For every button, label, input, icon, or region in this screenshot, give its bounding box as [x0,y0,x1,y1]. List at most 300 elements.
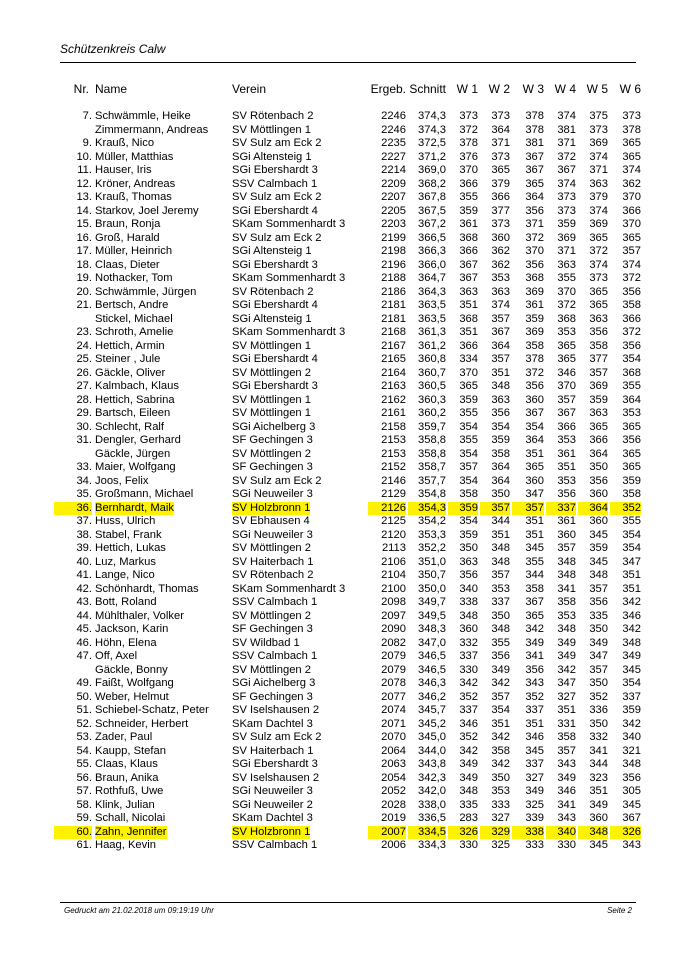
series-6: 355 [622,380,641,392]
result-total: 2098 [381,596,406,608]
series-3: 365 [525,461,544,473]
club-name: SF Gechingen 3 [232,623,313,635]
series-4: 357 [557,542,576,554]
result-average: 367,5 [418,204,446,217]
series-5: 350 [589,717,608,730]
row-rank: 53. [76,731,92,743]
series-1: 342 [459,677,478,689]
result-average: 346,2 [418,690,446,703]
result-total: 2188 [381,272,406,284]
series-6: 353 [622,407,641,419]
series-3: 360 [525,474,544,487]
table-row [0,664,682,678]
series-5: 360 [589,488,608,500]
series-1: 363 [459,285,478,298]
club-name: SV Möttlingen 2 [232,663,311,676]
series-2: 373 [491,110,510,122]
result-average: 354,2 [418,515,446,527]
series-5: 357 [589,366,608,379]
series-1: 352 [459,690,478,703]
club-name: SF Gechingen 3 [232,434,313,446]
shooter-name: Kalmbach, Klaus [95,380,179,392]
series-6: 351 [622,569,641,581]
series-2: 348 [491,623,510,635]
series-3: 347 [525,488,544,500]
series-4: 349 [557,636,576,649]
result-total: 2246 [381,123,406,136]
series-2: 356 [491,650,510,662]
shooter-name: Müller, Matthias [95,150,174,163]
col-header-ergeb: Ergeb. [370,82,406,96]
table-row [0,677,682,691]
series-3: 369 [525,326,544,338]
shooter-name: Zader, Paul [95,731,153,743]
series-4: 371 [557,137,576,149]
club-name: SKam Dachtel 3 [232,812,313,824]
series-6: 305 [622,785,641,797]
table-row [0,610,682,624]
result-total: 2181 [381,299,406,311]
row-rank: 40. [76,555,92,568]
result-total: 2104 [381,569,406,581]
result-average: 349,5 [418,609,446,622]
series-1: 361 [459,218,478,230]
series-1: 366 [459,339,478,352]
series-1: 354 [459,515,478,527]
club-name: SKam Sommenhardt 3 [232,326,346,338]
table-row [0,745,682,759]
result-total: 2161 [381,407,406,419]
table-row [0,799,682,813]
shooter-name: Stabel, Frank [95,528,162,541]
club-name: SGi Ebershardt 3 [232,164,318,176]
club-name: SF Gechingen 3 [232,461,313,473]
series-6: 356 [622,771,641,784]
result-total: 2153 [381,447,406,460]
series-5: 375 [589,110,608,122]
series-3: 356 [525,258,544,271]
row-rank: 15. [76,218,92,230]
series-1: 359 [459,204,478,217]
club-name: SV Möttlingen 1 [232,339,311,352]
series-1: 326 [448,826,478,840]
series-1: 376 [459,150,478,163]
shooter-name: Dengler, Gerhard [95,434,181,446]
result-average: 363,5 [418,299,446,311]
series-3: 378 [525,110,544,122]
series-2: 363 [491,285,510,298]
table-row [0,205,682,219]
result-total: 2207 [381,191,406,203]
series-5: 341 [589,744,608,757]
shooter-name: Weber, Helmut [95,690,169,703]
series-4: 343 [557,812,576,824]
series-4: 348 [557,555,576,568]
shooter-name: Krauß, Nico [95,137,155,149]
shooter-name: Krauß, Thomas [95,191,172,203]
row-rank: 16. [76,231,92,244]
result-average: 343,8 [418,758,446,770]
series-6: 356 [622,434,641,446]
row-rank: 46. [76,636,92,649]
row-rank: 27. [76,380,92,392]
results-table [0,110,682,853]
series-4: 374 [557,110,576,122]
row-rank: 58. [76,798,92,811]
series-6: 378 [622,123,641,136]
series-4: 347 [557,677,576,689]
col-header-w6: W 6 [619,82,641,96]
series-2: 363 [491,393,510,406]
series-5: 336 [589,704,608,716]
series-1: 368 [459,231,478,244]
club-name: SGi Neuweiler 3 [232,528,313,541]
shooter-name: Höhn, Elena [95,636,157,649]
series-2: 359 [491,434,510,446]
shooter-name: Bertsch, Andre [95,299,169,311]
series-4: 330 [557,839,576,851]
result-total: 2235 [381,137,406,149]
club-name: SGi Aichelberg 3 [232,677,316,689]
result-total: 2209 [381,177,406,190]
series-1: 359 [459,528,478,541]
result-total: 2162 [381,393,406,406]
series-2: 373 [491,218,510,230]
table-row [0,340,682,354]
row-rank: 57. [76,785,92,797]
series-2: 364 [491,339,510,352]
result-average: 354,8 [418,488,446,500]
series-2: 353 [491,272,510,284]
col-header-club: Verein [232,82,267,96]
shooter-name: Luz, Markus [95,555,156,568]
row-rank: 41. [76,569,92,581]
series-1: 378 [459,137,478,149]
club-name: SSV Calmbach 1 [232,596,318,608]
series-1: 355 [459,434,478,446]
result-total: 2006 [381,839,406,851]
club-name: SGi Ebershardt 4 [232,299,318,311]
series-6: 373 [622,110,641,122]
series-2: 325 [491,839,510,851]
result-average: 349,7 [418,596,446,608]
result-total: 2079 [381,650,406,662]
result-average: 358,8 [418,434,446,446]
series-3: 341 [525,650,544,662]
table-row [0,232,682,246]
series-2: 351 [491,528,510,541]
series-1: 283 [459,812,478,824]
shooter-name: Bartsch, Eileen [95,407,171,419]
header-divider [60,62,636,63]
series-5: 332 [589,731,608,743]
table-row [0,313,682,327]
result-average: 367,2 [418,218,446,230]
series-3: 349 [525,785,544,797]
table-row [0,299,682,313]
club-name: SV Holzbronn 1 [232,825,311,838]
series-1: 366 [459,177,478,190]
series-3: 356 [525,380,544,392]
series-4: 346 [557,366,576,379]
shooter-name: Joos, Felix [95,474,149,487]
table-row [0,637,682,651]
club-name: SGi Ebershardt 3 [232,258,318,271]
table-row [0,758,682,772]
series-2: 342 [491,758,510,770]
shooter-name: Groß, Harald [95,231,160,244]
series-4: 368 [557,312,576,325]
result-average: 350,7 [418,569,446,581]
series-3: 355 [525,555,544,568]
row-rank: 14. [76,204,92,217]
result-total: 2152 [381,461,406,473]
series-1: 372 [459,123,478,136]
result-average: 366,0 [418,258,446,271]
series-5: 363 [589,312,608,325]
series-3: 342 [525,623,544,635]
row-rank: 52. [76,717,92,730]
series-4: 367 [557,407,576,419]
series-1: 340 [459,582,478,595]
row-rank: 19. [76,272,92,284]
page-number: Seite 2 [607,906,632,915]
club-name: SV Sulz am Eck 2 [232,731,322,743]
result-total: 2214 [381,164,406,176]
shooter-name: Hettich, Armin [95,339,165,352]
col-header-w3: W 3 [522,82,544,96]
table-row-highlighted [0,826,682,840]
shooter-name: Hettich, Sabrina [95,393,175,406]
table-row [0,110,682,124]
series-4: 373 [557,204,576,217]
result-average: 361,2 [418,339,446,352]
series-1: 349 [459,771,478,784]
series-3: 358 [525,339,544,352]
col-header-name: Name [95,82,128,96]
series-6: 346 [622,609,641,622]
club-name: SKam Sommenhardt 3 [232,218,346,230]
series-1: 350 [459,542,478,554]
shooter-name: Hauser, Iris [95,164,152,176]
series-2: 357 [491,312,510,325]
result-total: 2078 [381,677,406,689]
series-1: 363 [459,555,478,568]
series-2: 357 [491,353,510,365]
series-4: 331 [557,717,576,730]
series-3: 364 [525,191,544,203]
result-average: 369,0 [418,164,446,176]
series-1: 355 [459,191,478,203]
series-6: 372 [622,326,641,338]
series-3: 339 [525,812,544,824]
series-1: 356 [459,569,478,581]
series-5: 365 [589,231,608,244]
club-name: SV Haiterbach 1 [232,555,314,568]
series-5: 360 [589,812,608,824]
result-total: 2028 [381,798,406,811]
result-average: 372,5 [418,137,446,149]
shooter-name: Steiner , Jule [95,353,161,365]
club-name: SV Rötenbach 2 [232,285,314,298]
series-3: 325 [525,798,544,811]
series-2: 350 [491,488,510,500]
series-3: 360 [525,393,544,406]
series-2: 367 [491,326,510,338]
series-1: 348 [459,785,478,797]
club-name: SSV Calmbach 1 [232,839,318,851]
table-row [0,272,682,286]
table-row [0,124,682,138]
series-1: 367 [459,272,478,284]
shooter-name: Müller, Heinrich [95,245,173,257]
series-3: 356 [525,204,544,217]
series-5: 349 [589,798,608,811]
series-3: 372 [525,366,544,379]
result-average: 367,8 [418,191,446,203]
table-row [0,461,682,475]
series-3: 351 [525,447,544,460]
series-2: 354 [491,420,510,433]
series-2: 364 [491,123,510,136]
shooter-name: Bott, Roland [95,596,157,608]
row-rank: 44. [76,609,92,622]
series-4: 327 [557,690,576,703]
series-6: 349 [622,650,641,662]
table-row [0,542,682,556]
row-rank: 50. [76,690,92,703]
row-rank: 18. [76,258,92,271]
series-2: 333 [491,798,510,811]
series-6: 351 [622,582,641,595]
result-total: 2071 [381,717,406,730]
result-average: 358,7 [418,461,446,473]
series-3: 333 [525,839,544,851]
series-3: 346 [525,731,544,743]
series-4: 361 [557,515,576,527]
result-total: 2126 [368,502,406,516]
row-rank: 25. [76,353,92,365]
series-1: 346 [459,717,478,730]
result-average: 345,7 [418,704,446,716]
table-row [0,515,682,529]
row-rank: 26. [76,366,92,379]
series-1: 360 [459,623,478,635]
row-rank: 12. [76,177,92,190]
series-6: 354 [622,528,641,541]
table-row [0,326,682,340]
series-6: 345 [622,663,641,676]
series-4: 353 [557,474,576,487]
result-total: 2205 [381,204,406,217]
series-1: 367 [459,258,478,271]
series-2: 360 [491,231,510,244]
result-total: 2198 [381,245,406,257]
shooter-name: Kaupp, Stefan [95,744,166,757]
series-4: 346 [557,785,576,797]
series-4: 353 [557,609,576,622]
series-3: 365 [525,609,544,622]
table-row [0,353,682,367]
result-average: 360,2 [418,407,446,419]
series-5: 357 [589,663,608,676]
row-rank: 20. [76,285,92,298]
series-1: 358 [459,488,478,500]
club-name: SV Sulz am Eck 2 [232,231,322,244]
result-average: 346,3 [418,677,446,689]
series-5: 358 [589,339,608,352]
row-rank: 55. [76,758,92,770]
series-3: 352 [525,690,544,703]
series-2: 358 [491,447,510,460]
table-row [0,178,682,192]
table-row [0,218,682,232]
series-6: 342 [622,623,641,635]
club-name: SV Holzbronn 1 [232,501,311,514]
series-3: 371 [525,218,544,230]
series-4: 365 [557,353,576,365]
result-average: 358,8 [418,447,446,460]
series-6: 358 [622,299,641,311]
series-2: 344 [491,515,510,527]
result-total: 2181 [381,312,406,325]
shooter-name: Klink, Julian [95,798,155,811]
result-total: 2100 [381,582,406,595]
series-3: 354 [525,420,544,433]
series-3: 359 [525,312,544,325]
row-rank: 9. [82,137,92,149]
series-3: 364 [525,434,544,446]
series-6: 356 [622,339,641,352]
result-total: 2052 [381,785,406,797]
series-5: 348 [589,569,608,581]
table-row [0,772,682,786]
series-1: 351 [459,299,478,311]
club-name: SGi Altensteig 1 [232,245,312,257]
series-2: 353 [491,582,510,595]
row-rank: 42. [76,582,92,595]
series-3: 337 [525,758,544,770]
result-total: 2227 [381,150,406,163]
series-4: 363 [557,258,576,271]
result-total: 2082 [381,636,406,649]
club-name: SV Möttlingen 1 [232,393,311,406]
shooter-name: Haag, Kevin [95,839,156,851]
result-average: 357,7 [418,474,446,487]
result-average: 360,3 [418,393,446,406]
series-1: 330 [459,839,478,851]
row-rank: 43. [76,596,92,608]
result-total: 2146 [381,474,406,487]
series-5: 373 [589,272,608,284]
result-average: 354,3 [408,502,446,516]
series-3: 356 [525,663,544,676]
series-6: 342 [622,717,641,730]
table-row [0,623,682,637]
shooter-name: Kröner, Andreas [95,177,176,190]
club-name: SGi Ebershardt 3 [232,758,318,770]
result-average: 374,3 [418,110,446,122]
series-6: 356 [622,285,641,298]
result-total: 2125 [381,515,406,527]
series-5: 374 [589,258,608,271]
series-5: 345 [589,555,608,568]
result-total: 2246 [381,110,406,122]
series-5: 357 [589,582,608,595]
series-4: 343 [557,758,576,770]
series-5: 356 [589,474,608,487]
series-2: 348 [491,380,510,392]
